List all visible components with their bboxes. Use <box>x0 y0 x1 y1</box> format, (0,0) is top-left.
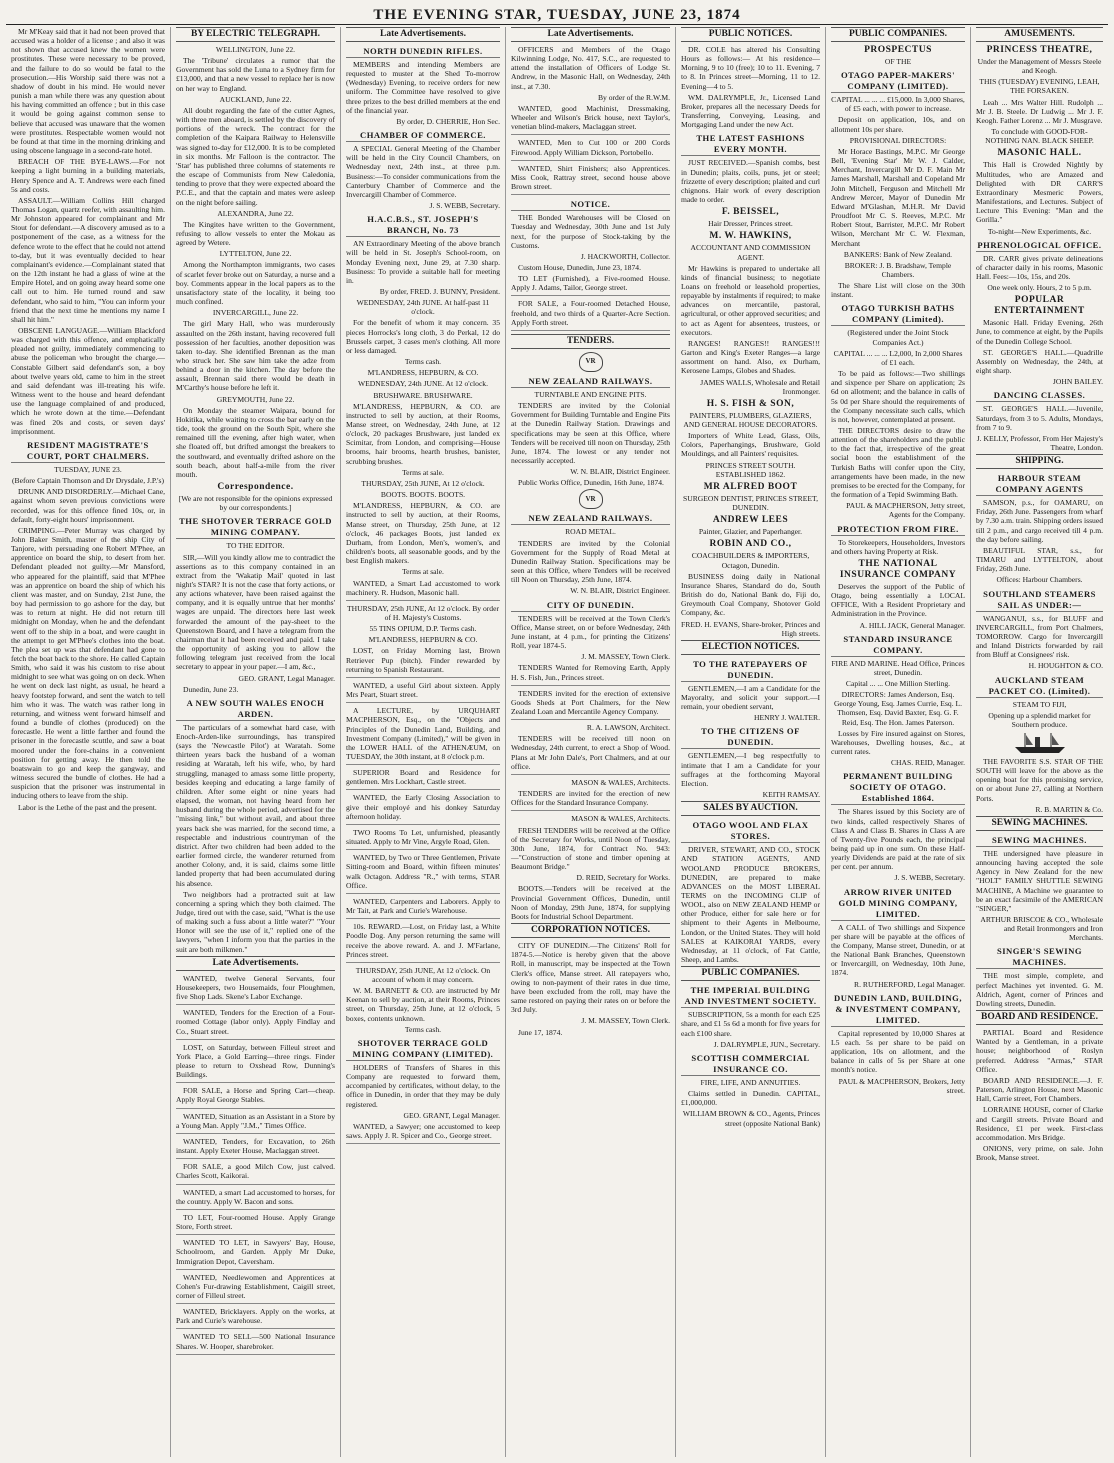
section-header: Late Advertisements. <box>511 27 670 42</box>
item-heading: SINGER'S SEWING MACHINES. <box>976 946 1103 969</box>
centered-line: ACCOUNTANT AND COMMISSION AGENT. <box>690 243 811 262</box>
signature-line: J. S. WEBB, Secretary. <box>894 873 965 883</box>
centered-line: BRUSHWARE. BRUSHWARE. <box>373 390 473 400</box>
signature-line: KEITH RAMSAY. <box>762 790 820 800</box>
article-paragraph: Mr Hawkins is prepared to undertake all kinds of financial business; to negotiate Loans on freehold or leasehold properties, repayable by instalments if required; to make advances on mercantile, pastoral, agricultural, or other approved securities; and to act as Agent for absentees, trustees, or executors. <box>681 263 820 337</box>
centered-line: AUCKLAND, June 22. <box>219 94 292 104</box>
article-paragraph: DR. CARR gives private delineations of character daily in his rooms, Masonic Hall. Fees:—10s, 15s, and 20s. <box>976 253 1103 281</box>
article-paragraph: OFFICERS and Members of the Otago Kilwinning Lodge, No. 417, S.C., are requested to attend the installation of Officers of Lodge St. Andrew, in the Masonic Hall, on Wednesday, 24th inst., at 7.30. <box>511 45 670 91</box>
column-1 <box>6 27 171 1457</box>
section-header: SHIPPING. <box>976 454 1103 469</box>
item-heading: ARROW RIVER UNITED GOLD MINING COMPANY, LIMITED. <box>831 887 965 921</box>
article-paragraph: THE DIRECTORS desire to draw the attention of the shareholders and the public to the fact that, irrespective of the great social boon the establishment of the Turkish Baths will confer upon the City, arrangements have been made, in the new premises to be erected for the Company, for the formation of a Tepid Swimming Bath. <box>831 426 965 500</box>
centered-line: (Registered under the Joint Stock Companies Act.) <box>847 328 949 347</box>
signature-line: A. HILL JACK, General Manager. <box>859 620 965 630</box>
classified-ad: WANTED, Carpenters and Laborers. Apply to Mr Tait, at Park and Curie's Warehouse. <box>346 897 500 919</box>
centered-line: CAPITAL ... ... ... L2,000, In 2,000 Shares of £1 each. <box>833 348 963 367</box>
centered-line: 55 TINS OPIUM, D.P. Terms cash. <box>369 624 477 634</box>
signature-line: D. REID, Secretary for Works. <box>576 873 670 883</box>
signature-line: R. B. MARTIN & Co. <box>1035 804 1103 814</box>
article-paragraph: M'LANDRESS, HEPBURN, & CO. are instructed to sell by auction, at their Rooms, Manse street, on Wednesday, 24th June, at 12 o'clock, 20 packages Brushware, just landed ex Scimitar, from London, and comprising—House brooms, hair brooms, hearth brushes, banister, scrubbing brushes. <box>346 401 500 466</box>
centered-line: FIRE, LIFE, AND ANNUITIES. <box>700 1077 801 1087</box>
item-heading: PERMANENT BUILDING SOCIETY OF OTAGO. Established 1864. <box>831 771 965 805</box>
article-paragraph: Labor is the Lethe of the past and the present. <box>18 802 157 812</box>
section-header: PUBLIC COMPANIES. <box>681 966 820 981</box>
signature-line: CHAS. REID, Manager. <box>890 758 965 768</box>
article-paragraph: Two neighbors had a protracted suit at law concerning a spring which they both claimed. The Judge, tired out with the case, said, "What is the use of making such a fuss about a little water?" "Your Honor will see the use of it," replied one of the lawyers, "when I inform you that the parties in the suit are both milkmen." <box>176 889 335 954</box>
article-paragraph: WM. DALRYMPLE, Jr., Licensed Land Broker, prepares all the necessary Deeds for Transferring, Conveying, Leasing, and Mortgaging Land under the new Act. <box>681 92 820 130</box>
article-paragraph: THE FAVORITE S.S. STAR OF THE SOUTH will leave for the above as the opening boat for this promising service, on or about June 27, calling at Northern Ports. <box>976 756 1103 803</box>
classified-ad: WANTED TO LET, in Sawyers' Bay, House, Schoolroom, and Garden. Apply Mr Duke, Immigration Depot, Caversham. <box>176 1238 335 1269</box>
section-header: Late Advertisements. <box>346 27 500 42</box>
article-paragraph: On Monday the steamer Waipara, bound for Hokitika, while waiting to cross the bar early on the tide, took the ground on the South Spit, where she remained till the evening, after high water, when she floated off, but drifted amongst the breakers to the southward, and eventually drifted ashore on the south beach, about half-a-mile from the river mouth. <box>176 405 335 479</box>
item-heading: PROTECTION FROM FIRE. <box>831 524 965 536</box>
classified-ad: WANTED, Shirt Finishers; also Apprentices. Miss Cook, Rattray street, second house above Brown street. <box>511 164 670 195</box>
article-paragraph: HOLDERS of Transfers of Shares in this Company are requested to forward them, accompanied by certificates, without delay, to the office in Dunedin, in order that they may be duly registered. <box>346 1062 500 1109</box>
centered-line: ALEXANDRA, June 22. <box>217 208 294 218</box>
signature-line: By order, D. CHERRIE, Hon Sec. <box>396 116 500 126</box>
classified-ad: TWO Rooms To Let, unfurnished, pleasantly situated. Apply to Mr Vine, Argyle Road, Glen. <box>346 828 500 850</box>
centered-line: Offices: Harbour Chambers. <box>996 575 1083 585</box>
column-7 <box>971 27 1108 1457</box>
royal-crest-icon: VR <box>579 489 603 509</box>
signature-line: ARTHUR BRISCOE & CO., Wholesale and Retail Ironmongers and Iron Merchants. <box>980 915 1103 943</box>
centered-line: CAPITAL ... ... ... £15,000. In 3,000 Shares, of £5 each, with power to increase. <box>831 95 965 114</box>
centered-line: OF THE <box>884 57 912 66</box>
centered-line: PAINTERS, PLUMBERS, GLAZIERS, AND GENERAL HOUSE DECORATORS. <box>683 410 818 429</box>
classified-ad: TENDERS will be received till noon on Wednesday, 24th current, to erect a Shop of Wood. Plans at Mr John Dale's, Port Chalmers, and at our office. <box>511 734 670 775</box>
article-paragraph: Among the Northampton immigrants, two cases of scarlet fever broke out on Saturday, a nurse and a boy. Comments appear in the local papers as to the unsatisfactory state of the locality, it being too much confined. <box>176 260 335 307</box>
item-heading: HARBOUR STEAM COMPANY AGENTS <box>976 473 1103 496</box>
article-paragraph: Deposit on application, 10s, and on allotment 10s per share. <box>831 115 965 134</box>
classified-ad: WANTED, Needlewomen and Apprentices at Cohen's Fur-drawing Establishment, Caigill street, corner of Filleul street. <box>176 1273 335 1304</box>
item-heading: NORTH DUNEDIN RIFLES. <box>346 46 500 58</box>
centered-line: BOOTS. BOOTS. BOOTS. <box>380 490 466 500</box>
signature-line: WILLIAM BROWN & CO., Agents, Princes street (opposite National Bank) <box>682 1109 820 1128</box>
classified-ad: WANTED, Tenders for the Erection of a Four-roomed Cottage (labor only). Apply Findlay and Co., Stuart street. <box>176 1008 335 1039</box>
item-heading: OTAGO WOOL AND FLAX STORES. <box>681 820 820 843</box>
article-paragraph: FRESH TENDERS will be received at the Office of the Secretary for Works, until Noon of Tuesday, 30th June, 1874, for Contract No. 943:—"Construction of stone and timber opening at Beaumont Bridge." <box>511 825 670 872</box>
article-paragraph: Capital represented by 10,000 Shares at L5 each. 5s per share to be paid on application, 10s on allotment, and the balance in calls of 5s per Share at one month's notice. <box>831 1028 965 1075</box>
article-paragraph: AN Extraordinary Meeting of the above branch will be held in St. Joseph's School-room, on Monday Evening next, June 29, at 7.30 sharp. Business: To provide a suitable hall for meeting in. <box>346 239 500 285</box>
article-paragraph: GENTLEMEN,—I am a Candidate for the Mayoralty, and solicit your support.—I remain, your obedient servant, <box>681 683 820 712</box>
signature-line: J. S. WEBB, Secretary. <box>429 201 500 211</box>
item-heading: OTAGO TURKISH BATHS COMPANY (Limited). <box>831 303 965 326</box>
classified-ad: FOR SALE, a Four-roomed Detached House, freehold, and two thirds of a Quarter-Acre Section. Apply Forth street. <box>511 299 670 330</box>
section-header: SALES BY AUCTION. <box>681 801 820 816</box>
centered-line: FIRE AND MARINE. Head Office, Princes street, Dunedin. <box>831 658 965 677</box>
classified-ad: SUPERIOR Board and Residence for gentlemen. Mrs Lockhart, Castle street. <box>346 768 500 790</box>
display-heading: ANDREW LEES <box>712 515 789 526</box>
display-heading: PRINCESS THEATRE, <box>986 45 1093 55</box>
section-header: TENDERS. <box>511 334 670 349</box>
section-header: PUBLIC NOTICES. <box>681 27 820 42</box>
article-paragraph: This Hall is Crowded Nightly by Multitudes, who are Amazed and Delighted with DR CARR'S Extraordinary Mesmeric Powers, Manifestations, and Lectures. Subject of Lecture This Evening: "Man and the Gorilla." <box>976 160 1103 225</box>
classified-ad: FOR SALE, a good Milch Cow, just calved. Charles Scott, Kaikorai. <box>176 1162 335 1184</box>
article-paragraph: Losses by Fire insured against on Stores, Warehouses, Dwelling houses, &c., at current rates. <box>831 728 965 757</box>
centered-line: Terms at sale. <box>402 467 444 477</box>
display-heading: ROBIN AND CO., <box>709 539 792 550</box>
centered-line: TO THE EDITOR. <box>226 541 285 551</box>
centered-line: BANKERS: Bank of New Zealand. <box>843 249 953 259</box>
article-paragraph: W. M. BARNETT & CO. are instructed by Mr Keenan to sell by auction, at their Rooms, Princes street, on Thursday, 25th June, at 12 o'clock, 5 boxes, contents unknown. <box>346 986 500 1023</box>
classified-ad: WANTED, good Machinist, Dressmaking, Wheeler and Wilson's Brick house, next Taylor's, venetian blind-makers, Maclaggan street. <box>511 104 670 135</box>
article-paragraph: LORRAINE HOUSE, corner of Clarke and Cargill streets. Private Board and Residence, £1 per week. First-class accommodation. Mrs Bridge. <box>976 1105 1103 1142</box>
article-paragraph: Dunedin, June 23. <box>183 684 239 694</box>
article-paragraph: OBSCENE LANGUAGE.—William Blackford was charged with this offence, and emphatically pleaded not guilty, immediately commencing to abuse the policeman who brought the charge.—Constable Gilbert said defendant's son, a boy about twelve years old, came to him in the street and said defendant was ill-treating his wife. Witness went to the house and heard defendant use the language complained of and produced, which he wrote down at the time.—Defendant was fined 20s and costs, or seven days' imprisonment. <box>11 326 165 436</box>
article-paragraph: For the benefit of whom it may concern. 35 pieces Horrocks's long cloth, 3 do Perkal, 12 do Brussels carpet, 3 cases men's clothing. All more or less damaged. <box>346 318 500 355</box>
royal-crest-icon: VR <box>579 352 603 372</box>
item-heading: NEW ZEALAND RAILWAYS. <box>511 513 670 525</box>
article-paragraph: BOARD AND RESIDENCE.—J. F. Paterson, Arlington House, next Masonic Hall, Carrie street, Fort Chambers. <box>976 1075 1103 1104</box>
article-paragraph: The Share List will close on the 30th instant. <box>831 281 965 300</box>
section-header: BOARD AND RESIDENCE. <box>976 1010 1103 1025</box>
centered-line: M'LANDRESS, HEPBURN & CO. <box>368 635 478 645</box>
classified-ad: WANTED, a smart Lad accustomed to horses, for the country. Apply W. Bacon and sons. <box>176 1188 335 1210</box>
display-heading: F. BEISSEL, <box>721 207 780 218</box>
item-heading: CITY OF DUNEDIN. <box>511 600 670 612</box>
classified-ad: WANTED, by Two or Three Gentlemen, Private Sitting-room and Board, within fifteen minutes' walk Octagon. Address "R.," with terms, STAR Office. <box>346 853 500 894</box>
article-paragraph: The Shares issued by this Society are of two kinds, called respectively Shares of Class A and Class B. Shares in Class A are of Twenty-five Pounds each, the principal being paid up in one sum. On these Half-yearly Dividends are paid at the rate of six per cent. per annum. <box>831 807 965 872</box>
article-paragraph: BREACH OF THE BYE-LAWS.—For not keeping a light burning in a building materials, Henry Spence and A. T. Andrews were each fined 5s and costs. <box>11 157 165 194</box>
section-header: SEWING MACHINES. <box>976 816 1103 831</box>
item-heading: OTAGO PAPER-MAKERS' COMPANY (LIMITED). <box>831 70 965 93</box>
signature-line: PAUL & MACPHERSON, Brokers, Jetty street. <box>838 1076 965 1095</box>
article-paragraph: June 17, 1874. <box>518 1027 563 1037</box>
display-heading: M. W. HAWKINS, <box>709 231 792 242</box>
article-paragraph: M'LANDRESS, HEPBURN, & CO. are instructed to sell by auction, at their Rooms, Manse street, on Thursday, 25th June, at 12 o'clock, 46 packages Boots, just landed ex Durham, from London, Men's, women's, and children's boots, all seasonable goods, and by the best English makers. <box>346 501 500 566</box>
article-paragraph: Claims settled in Dunedin. CAPITAL, £1,000,000. <box>681 1089 820 1108</box>
signature-line: JOHN BAILEY. <box>1052 377 1103 387</box>
article-paragraph: DRIVER, STEWART, AND CO., STOCK AND STATION AGENTS, AND WOOLAND PRODUCE BROKERS, DUNEDIN, are prepared to make ADVANCES on the MOST LIBERAL TERMS on the INCOMING CLIP of WOOL, also on NEW ZEALAND HEMP or other Produce, either for sale here or for shipment to their Agents in Melbourne, London, or the United States. They will hold SALES at KAIKORAI YARDS, every Wednesday, at 11 o'clock, of Fat Cattle, Sheep, and Lambs. <box>681 845 820 965</box>
article-paragraph: GENTLEMEN,—I beg respectfully to intimate that I am a Candidate for your suffrages at the forthcoming Mayoral Election. <box>681 751 820 788</box>
centered-line: Terms cash. <box>404 1024 442 1034</box>
article-paragraph: THE Bonded Warehouses will be Closed on Tuesday and Wednesday, 30th June and 1st July next, for the purpose of Stock-taking by the Customs. <box>511 213 670 250</box>
article-paragraph: BEAUTIFUL STAR, s.s., for TIMARU and LYTTELTON, about Friday, 26th June. <box>976 545 1103 574</box>
item-heading: THE SHOTOVER TERRACE GOLD MINING COMPANY. <box>176 516 335 539</box>
centered-line: THURSDAY, 25th JUNE, At 12 o'clock. <box>361 478 485 488</box>
article-paragraph: RANGES! RANGES!! RANGES!!! Garton and King's Exeter Ranges—a large assortment on hand. Also, ex Durham, Kerosene Lamps, Globes and Shades. <box>681 338 820 376</box>
display-heading: POPULAR ENTERTAINMENT <box>994 295 1085 317</box>
article-paragraph: ASSAULT.—William Collins Hill charged Thomas Logan, quartz reefer, with assaulting him. Mr Johnston appeared for complainant and Mr Stout for defendant.—A discovery amused as to a postponement of the case, as a witness for the defence wrote to the effect that he could not attend to-day, but it was eventually decided to hear complainant's evidence.—Complainant stated that on the 12th instant he had a glass of wine at the Empire Hotel, and on going away heard some one call out to him. He turned round and saw defendant, who said to him, "You can inform your friend that the next time he mentions my name I shall hit him." <box>11 195 165 324</box>
article-paragraph: Deserves the support of the Public of Otago, being essentially a LOCAL OFFICE, With a Resident Proprietary and Administration in the Province. <box>831 581 965 619</box>
classified-ad: WANTED, Situation as an Assistant in a Store by a Young Man. Apply "J.M.," Times Office. <box>176 1112 335 1134</box>
section-header: Late Advertisements. <box>176 956 335 971</box>
display-heading: PROSPECTUS <box>864 45 932 55</box>
centered-line: Under the Management of Messrs Steele and Keogh. <box>977 57 1102 76</box>
signature-line: W. N. BLAIR, District Engineer. <box>570 467 670 477</box>
centered-line: (Before Captain Thomson and Dr Drysdale, J.P.'s) <box>11 476 165 486</box>
signature-line: By order, FRED. J. BUNNY, President. <box>379 286 500 296</box>
item-heading: THE LATEST FASHIONS EVERY MONTH. <box>681 133 820 156</box>
centered-line: One week only. Hours, 2 to 5 p.m. <box>987 283 1092 293</box>
article-paragraph: TENDERS will be received at the Town Clerk's Office, Manse street, on or before Wednesday, 24th June instant, at 4 p.m., for printing the Citizens' Roll, year 1874-5. <box>511 613 670 651</box>
article-paragraph: SIR,—Will you kindly allow me to contradict the assertions as to this company contained in an extract from the 'Wakatip Mail' quoted in last night's STAR? It is not the case that forty actions, or any actions whatever, have been raised against the company, and it is equally untrue that her months' wages are unpaid. The directors here last week forwarded the amount of the pay-sheet to the Queenstown Board, and I have a telegram from the chairman that it had been received and paid. I take the opportunity of asking you to allow the following telegram just received from the local secretary to appear in your paper.—I am, &c., <box>176 552 335 672</box>
signature-line: MASON & WALES, Architects. <box>571 814 670 824</box>
item-heading: THE IMPERIAL BUILDING AND INVESTMENT SOCIETY. <box>681 985 820 1008</box>
classified-ad: A LECTURE, by URQUHART MACPHERSON, Esq., on the "Objects and Principles of the Dunedin Land, Building, and Investment Company (Limited)," will be given in the LOWER HALL of the ATHENÆUM, on TUESDAY, the 30th instant, at 8 o'clock p.m. <box>346 706 500 765</box>
centered-line: ROAD METAL. <box>565 527 616 537</box>
signature-line: J. DALRYMPLE, JUN., Secretary. <box>713 1039 820 1049</box>
article-paragraph: TENDERS are invited by the Colonial Government for the Supply of Road Metal at Dunedin Railway Station. Specifications may be seen at this Office, where Tenders will be received till Noon on Thursday, 25th June, 1874. <box>511 538 670 585</box>
article-paragraph: ST. GEORGE'S HALL.—Juvenile, Saturdays, from 3 to 5. Adults, Mondays, from 7 to 9. <box>976 404 1103 432</box>
signature-line: W. N. BLAIR, District Engineer. <box>570 586 670 596</box>
classified-ad: TENDERS Wanted for Removing Earth, Apply H. S. Fish, Jun., Princes street. <box>511 663 670 685</box>
section-header: ELECTION NOTICES. <box>681 640 820 655</box>
article-paragraph: Mr Horace Bastings, M.P.C. Mr George Bell, 'Evening Star' Mr W. J. Calder, Merchant, Invercargill Mr D. F. Main Mr James Marshall, Marshall and Copeland Mr John Mitchell, Ferguson and Mitchell Mr Andrew Mercer, Mayor of Dunedin Mr Edward M'Glashan, M.H.R. Mr David Proudfoot Mr C. S. Reeves, M.P.C. Mr Robert Stout, Barrister, M.P.C. Mr Robert Wilson, Merchant Mr C. W. Flexman, Merchant <box>831 146 965 248</box>
article-paragraph: All doubt regarding the fate of the cutter Agnes, with three men aboard, is settled by the discovery of portions of the wreck. The contract for the completion of the Kaipara Railway to Helensville was signed to-day for £12,000. It is to be completed in six months. Mr Falloon is the contractor. The 'Star' has published three columns of statements re the escape of Communists from New Caledonia, tending to prove that they were expected aboard the P.C.E., and that the captain and mates were asleep on the night before sailing. <box>176 105 336 207</box>
centered-line: WELLINGTON, June 22. <box>215 45 296 54</box>
column-4 <box>506 27 676 1457</box>
centered-line: SURGEON DENTIST, PRINCES STREET, DUNEDIN. <box>683 493 818 513</box>
signature-line: MASON & WALES, Architects. <box>571 777 670 787</box>
centered-line: INVERCARGILL, June 22. <box>212 308 299 318</box>
article-paragraph: Importers of White Lead, Glass, Oils, Colors, Paperhangings, Brushware, Gold Mouldings, and all Painters' requisites. <box>681 431 820 459</box>
centered-line: TUESDAY, JUNE 23. <box>54 464 122 474</box>
article-paragraph: A CALL of Two shillings and Sixpence per share will be payable at the offices of the Company, Manse street, Dunedin, or at the National Bank Branches, Queenstown or Invercargill, on Wednesday, 10th June, 1874. <box>831 922 965 978</box>
item-heading: H.A.C.B.S., ST. JOSEPH'S BRANCH, No. 73 <box>346 214 500 237</box>
article-paragraph: To be paid as follows:—Two shillings and sixpence per Share on application; 2s 6d on allotment; and the balance in calls of 5s 0d per Share should the requirements of the Company necessitate such calls, which is not, however, contemplated at present. <box>831 369 965 424</box>
centered-line: THURSDAY, 25th JUNE, At 12 o'clock. By order of H. Majesty's Customs. <box>347 603 499 622</box>
signature-line: FRED. H. EVANS, Share-broker, Princes and High streets. <box>681 619 820 638</box>
article-paragraph: The 'Tribune' circulates a rumor that the Government has sold the Luna to a Sydney firm for £13,000, and that a new vessel to replace her is now on her way to England. <box>176 56 335 93</box>
centered-line: PROVISIONAL DIRECTORS: <box>849 135 947 145</box>
classified-ad: LOST, on Saturday, between Filleul street and York Place, a Gold Earring—three rings. Finder please to return to Oxshead Row, Dunning's Buildings. <box>176 1043 335 1084</box>
item-heading: DUNEDIN LAND, BUILDING, & INVESTMENT COMPANY, LIMITED. <box>831 993 965 1027</box>
column-6 <box>826 27 971 1457</box>
item-heading: TO THE RATEPAYERS OF DUNEDIN. <box>681 659 820 682</box>
column-5 <box>676 27 826 1457</box>
centered-line: Capital ... ... One Million Sterling. <box>845 678 951 688</box>
centered-line: Hair Dresser, Princes street. <box>708 219 793 229</box>
section-header: CORPORATION NOTICES. <box>511 923 670 938</box>
display-heading: MR ALFRED BOOT <box>703 481 798 492</box>
signature-line: PAUL & MACPHERSON, Jetty street, Agents for the Company. <box>846 501 965 520</box>
article-paragraph: PARTIAL Board and Residence Wanted by a Gentleman, in a private house; neighborhood of Roslyn preferred. Address "Armas," STAR Office. <box>976 1028 1103 1074</box>
classified-ad: WANTED, Bricklayers. Apply on the works, at Park and Curie's warehouse. <box>176 1307 335 1329</box>
article-paragraph: The particulars of a somewhat hard case, with Enoch-Arden-like surroundings, has transpired (says the 'Newcastle Pilot') at Waratah. Some thirteen years back the husband of a woman residing at Waratah, left his wife, who, by hard struggling, managed to amass some little property, besides keeping and educating a large family of children. After some eight or nine years had elapsed, the woman, not having heard from her husband during the whole period, advertised for the "missing link," but without avail, and about three years back she was married, for the second time, a respectable and industrious countryman of the district. After two children had been added to the earlier formed circle, the wanderer returned from another Colony, and, it is said, claims some little landed property that had been accumulated during his absence. <box>176 722 335 888</box>
classified-ad: LOST, on Friday Morning last, Brown Retriever Pup (bitch). Finder rewarded by returning to Spanish Restaurant. <box>346 646 500 677</box>
centered-line: WEDNESDAY, 24th JUNE. At 12 o'clock. <box>357 379 489 389</box>
signature-line: GEO. GRANT, Legal Manager. <box>403 1110 500 1120</box>
centered-line: GREYMOUTH, June 22. <box>216 394 295 404</box>
article-paragraph: DR. COLE has altered his Consulting Hours as follows:— At his residence—Morning, 9 to 10 (free); 10 to 11. Evening, 7 to 8. In Princes street—Morning, 11 to 12. Evening—4 to 5. <box>681 45 820 91</box>
classified-ad: WANTED, Men to Cut 100 or 200 Cords Firewood. Apply William Dickson, Portobello. <box>511 138 670 160</box>
centered-line: BROKER: J. B. Bradshaw, Temple Chambers. <box>844 260 952 279</box>
signature-line: J. HACKWORTH, Collector. <box>580 251 670 261</box>
article-paragraph: THE most simple, complete, and perfect Machines yet invented. G. M. Aldrich, Agent, corner of Princes and Dowling streets, Dunedin. <box>976 971 1103 1008</box>
article-paragraph: DRUNK AND DISORDERLY.—Michael Cane, against whom seven previous convictions were recorded, was for this offence fined 10s, or, in default, forty-eight hours' imprisonment. <box>11 487 165 524</box>
classified-ad: WANTED, a Smart Lad accustomed to work machinery. R. Hudson, Masonic hall. <box>346 579 500 601</box>
centered-line: To-night—New Experiments, &c. <box>987 226 1092 236</box>
article-paragraph: SAMSON, p.s., for OAMARU, on Friday, 26th June. Passengers from wharf by 7.30 a.m. train. Shipping orders issued till 2 p.m., and cargo received till 4 p.m. the day before sailing. <box>976 498 1103 544</box>
item-heading: SCOTTISH COMMERCIAL INSURANCE CO. <box>681 1053 820 1076</box>
centered-line: THURSDAY, 25th JUNE, At 12 o'clock. On account of whom it may concern. <box>355 965 491 984</box>
item-heading: SHOTOVER TERRACE GOLD MINING COMPANY (LIMITED). <box>346 1038 500 1061</box>
signature-line: R. RUTHERFORD, Legal Manager. <box>854 979 965 989</box>
item-heading: PHRENOLOGICAL OFFICE. <box>977 239 1102 250</box>
section-header: AMUSEMENTS. <box>976 27 1103 42</box>
article-paragraph: To Storekeepers, Householders, Investors and others having Property at Risk. <box>831 537 965 556</box>
item-heading: NOTICE. <box>511 199 670 211</box>
centered-line: Painter, Glazier, and Paperhanger. <box>698 527 803 537</box>
centered-line: Terms cash. <box>404 357 442 367</box>
display-heading: Correspondence. <box>217 482 294 493</box>
centered-line: Terms at sale. <box>402 567 444 577</box>
classified-ad: FOR SALE, a Horse and Spring Cart—cheap. Apply Royal George Stables. <box>176 1086 335 1108</box>
item-heading: RESIDENT MAGISTRATE'S COURT, PORT CHALMERS. <box>11 440 165 463</box>
item-heading: DANCING CLASSES. <box>976 390 1103 402</box>
item-heading: SOUTHLAND STEAMERS SAIL AS UNDER:— <box>976 589 1103 612</box>
centered-line: TURNTABLE AND ENGINE PITS. <box>534 389 647 399</box>
item-heading: SEWING MACHINES. <box>976 835 1103 847</box>
centered-line: DIRECTORS: James Anderson, Esq. George Young, Esq. James Currie, Esq. L. Thomsen, Esq. David Baxter, Esq. G. F. Reid, Esq. The Hon. James Paterson. <box>833 690 963 727</box>
signature-line: J. M. MASSEY, Town Clerk. <box>581 1016 670 1026</box>
signature-line: GEO. GRANT, Legal Manager. <box>238 673 335 683</box>
classified-ad: TENDERS invited for the erection of extensive Goods Sheds at Port Chalmers, for the New Zealand Loan and Mercantile Agency Company. <box>511 689 670 720</box>
column-3 <box>341 27 506 1457</box>
article-paragraph: CRIMPING.—Peter Murray was charged by John Baker Smith, master of the ship City of Tanjore, with persuading one Robert M'Phee, an apprentice on board the ship, to desert from her. Defendant pleaded not guilty.—Mr Mansford, who appeared for the plaintiff, said that M'Phee was an apprentice on board the ship of which his client was master, and on Sunday, 21st June, the boy had permission to go ashore for the day, but was to return at night. He did not return till midnight on Monday, when he and the defendant went off to the ship in a boat, and were caught in the attempt to get M'Phee's clothes into the boat. The plea set up was that defendant had gone to fetch the boat back to the shore. He called Captain Smith, who said it was his custom to rise about midnight to see what was going on on deck. When he went on deck last night, as usual, he heard a heavy footstep forward, and sent the watch to tell him who it was. The watch was rather long in returning, and witness went forward himself and found a bundle of clothes (produced) on the forecastle. He went a little farther and found the prisoner in the forecastle scuttle, and saw a boat moored under the fore-chains in a convenient position for getting away. He then told the boatswain to go and keep the gangway, and witness secured the bundle of clothes. He had a suspicion that the prisoner was instrumental in inducing others to leave from the ship. <box>11 525 165 801</box>
item-heading: NEW ZEALAND RAILWAYS. <box>511 376 670 388</box>
article-paragraph: Mr M'Keay said that it had not been proved that accused was a holder of a license ; and also it was not shown that accused knew the women were prostitutes. These were necessary to be proved, and the failure to do so would be fatal to the prosecution.—His Worship said there was not a shadow of doubt in his mind. He would never punish a man while there was any question about his having committed an offence ; but in this case it would be going against common sense to believe that accused was unaware that the women were prostitutes. Respectable women would not be found at that time in the morning drinking and using obscene language in a second-rate hotel. <box>11 27 165 156</box>
classified-ad: WANTED, the Early Closing Association to give their employé and his donkey Saturday afternoon holiday. <box>346 793 500 824</box>
classified-ad: TO LET (Furnished), a Five-roomed House. Apply J. Adams, Tailor, George street. <box>511 274 670 296</box>
classified-ad: WANTED, Tenders, for Excavation, to 26th instant. Apply Exeter House, Maclaggan street. <box>176 1137 335 1159</box>
classified-ad: WANTED TO SELL—500 National Insurance Shares. W. Hooper, sharebroker. <box>176 1332 335 1354</box>
signature-line: J. KELLY, Professor, From Her Majesty's Theatre, London. <box>976 433 1103 452</box>
masthead: THE EVENING STAR, TUESDAY, JUNE 23, 1874 <box>6 6 1108 25</box>
signature-line: JAMES WALLS, Wholesale and Retail Ironmonger. <box>700 377 820 396</box>
article-paragraph: Leah ... Mrs Walter Hill. Rudolph ... Mr J. B. Steele. Dr Ludwig ... Mr J. F. Keogh. Father Lorenz ... Mr J. Musgrave. <box>976 97 1103 125</box>
article-paragraph: WANGANUI, s.s., for BLUFF and INVERCARGILL, from Port Chalmers, TOMORROW. Cargo for Invercargill and Inland Districts forwarded by rail from Bluff at Consignees' risk. <box>976 613 1103 660</box>
classified-ad: TO LET, Four-roomed House. Apply Grange Store, Forth street. <box>176 1213 335 1235</box>
article-paragraph: Public Works Office, Dunedin, 16th June, 1874. <box>518 478 664 488</box>
article-paragraph: The Kingites have written to the Government, refusing to allow vessels to enter the Mokau as agreed by Wetere. <box>176 219 335 248</box>
item-heading: TO THE CITIZENS OF DUNEDIN. <box>681 726 820 749</box>
item-heading: A NEW SOUTH WALES ENOCH ARDEN. <box>176 698 335 721</box>
centered-line: LYTTELTON, June 22. <box>219 249 292 259</box>
article-paragraph: Custom House, Dunedin, June 23, 1874. <box>518 262 641 272</box>
signature-line: R. A. LAWSON, Architect. <box>586 723 670 733</box>
item-heading: AUCKLAND STEAM PACKET CO. (Limited). <box>976 675 1103 698</box>
item-heading: STANDARD INSURANCE COMPANY. <box>831 634 965 657</box>
centered-line: M'LANDRESS, HEPBURN, & CO. <box>367 368 479 378</box>
section-header: PUBLIC COMPANIES. <box>831 27 965 42</box>
classified-ad: 10s. REWARD.—Lost, on Friday last, a White Poodle Dog. Any person returning the same will receive the above reward. A. and J. M'Farlane, Princes street. <box>346 922 500 963</box>
display-heading: MASONIC HALL. <box>997 148 1082 159</box>
centered-line: WEDNESDAY, 24th JUNE. At half-past 11 o'clock. <box>356 298 490 317</box>
section-header: BY ELECTRIC TELEGRAPH. <box>176 27 335 42</box>
centered-line: STEAM TO FIJI, <box>1012 699 1067 709</box>
article-paragraph: TENDERS are invited by the Colonial Government for Building Turntable and Engine Pits at the Dunedin Railway Station. Drawings and specifications may be seen at this Office, where Tenders will be received till noon on Thursday, 25th June, 1874. The lowest or any tender not necessarily accepted. <box>511 401 670 465</box>
article-paragraph: MEMBERS and intending Members are requested to muster at the Shed To-morrow (Wednesday) Evening, to receive orders for new uniform. The Committee have resolved to give three prizes to the best drilled members at the end of the financial year. <box>346 60 500 115</box>
centered-line: COACHBUILDERS & IMPORTERS, Octagon, Dunedin. <box>691 551 810 570</box>
item-heading: CHAMBER OF COMMERCE. <box>346 130 500 142</box>
article-paragraph: JUST RECEIVED.—Spanish combs, best in Dunedin; plaits, coils, puns, jet or steel; frizzette of every description; plaited and curl chignons. Hair work of every description made to order. <box>681 158 820 205</box>
article-paragraph: BUSINESS doing daily in National Insurance Shares, Standard do do, South British do do, National Bank do, Fiji do, Greymouth Coal Company, Shotover Gold Company, &c. <box>681 571 820 618</box>
display-heading: THE NATIONAL INSURANCE COMPANY <box>839 558 957 580</box>
article-paragraph: Masonic Hall. Friday Evening, 26th June, to commence at eight, by the Pupils of the Dunedin College School. <box>976 318 1103 346</box>
article-paragraph: THE undersigned have pleasure in announcing having accepted the sole Agency in New Zealand for the new "HOLT" FAMILY SHUTTLE SEWING MACHINE, A Machine we guarantee to be an exact facsimile of the AMERICAN "SINGER," <box>976 848 1103 913</box>
column-2 <box>171 27 341 1457</box>
centered-line: THIS (TUESDAY) EVENING, LEAH, THE FORSAKEN. <box>979 77 1100 96</box>
signature-line: J. M. MASSEY, Town Clerk. <box>581 652 670 662</box>
signature-line: By order of the R.W.M. <box>597 92 670 102</box>
classified-ad: WANTED, a useful Girl about sixteen. Apply Mrs Peart, Stuart street. <box>346 681 500 703</box>
steamship-icon <box>1011 731 1069 755</box>
centered-line: To conclude with GOOD-FOR-NOTHING NAN. BLACK SHEEP. <box>985 127 1094 146</box>
article-paragraph: BOOTS.—Tenders will be received at the Provincial Government Offices, Dunedin, until Noon of Monday, 29th June, 1874, for supplying Boots for Industrial School Department. <box>511 884 670 921</box>
article-paragraph: A SPECIAL General Meeting of the Chamber will be held in the City Council Chambers, on Wednesday next, 24th inst., at three p.m. Business:—To consider communications from the Canterbury Chamber of Commerce and the Invercargill Chamber of Commerce. <box>346 144 500 199</box>
display-heading: H. S. FISH & SON, <box>706 398 795 409</box>
classified-ad: WANTED, twelve General Servants, four Housekeepers, two Housemaids, four Ploughmen, five Shop Lads. Skene's Labor Exchange. <box>176 974 335 1005</box>
signature-line: H. HOUGHTON & CO. <box>1028 661 1103 671</box>
centered-line: PRINCES STREET SOUTH. ESTABLISHED 1862. <box>705 460 796 479</box>
classified-ad: WANTED, a Sawyer; one accustomed to keep saws. Apply J. R. Spicer and Co., George street. <box>346 1122 500 1144</box>
article-paragraph: ST. GEORGE'S HALL.—Quadrille Assembly on Wednesday, the 24th, at eight sharp. <box>976 347 1103 376</box>
article-paragraph: ONIONS, very prime, on sale. John Brook, Manse street. <box>976 1143 1103 1163</box>
centered-line: [We are not responsible for the opinions expressed by our correspondents.] <box>178 494 333 513</box>
columns <box>6 27 1108 1457</box>
centered-line: Opening up a splendid market for Southern produce. <box>988 710 1091 729</box>
signature-line: HENRY J. WALTER. <box>754 713 820 723</box>
classified-ad: TENDERS are invited for the erection of new Offices for the Standard Insurance Company. <box>511 789 670 811</box>
article-paragraph: CITY OF DUNEDIN.—The Citizens' Roll for 1874-5.—Notice is hereby given that the above Roll, in manuscript, may be inspected at the Town Clerk's office, Manse street. All ratepayers who, owing to non-payment of their rates in due time, have been excluded from the roll, may have the same restored on paying their rates on or before the 3rd July. <box>511 941 670 1015</box>
article-paragraph: The girl Mary Hall, who was murderously assaulted on the 26th instant, having recovered full possession of her faculties, another deposition was taken to-day. She identified Brennan as the man who struck her. She saw him take the adze from behind a door in the kitchen. The day before the assault, Brennan said there would be death in M'Carthy's house before he left it. <box>176 319 335 393</box>
article-paragraph: SUBSCRIPTION, 5s a month for each £25 share, and £1 5s 6d a month for five years for each £100 share. <box>681 1010 820 1038</box>
